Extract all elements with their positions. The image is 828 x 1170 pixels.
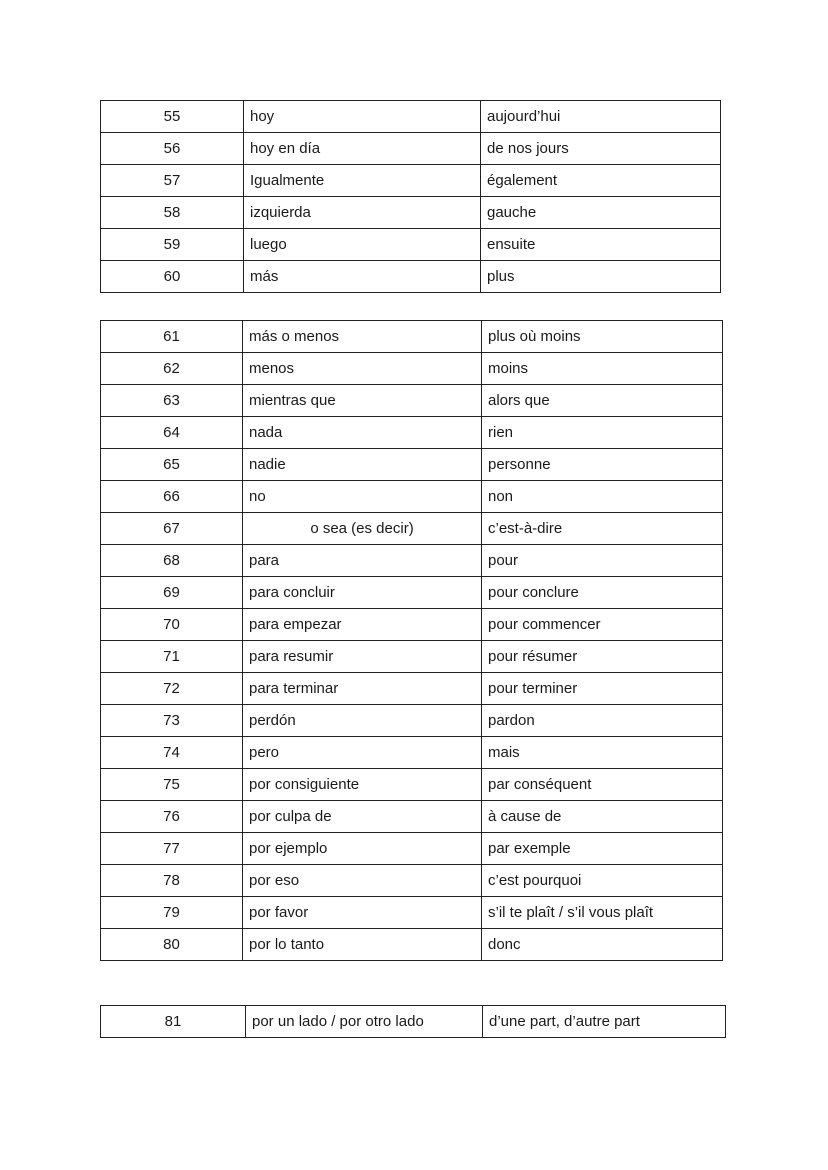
table-row bbox=[101, 481, 723, 513]
row-number: 61 bbox=[101, 321, 243, 353]
row-number: 57 bbox=[101, 165, 244, 197]
row-number: 76 bbox=[101, 801, 243, 833]
french-term: rien bbox=[482, 417, 723, 449]
french-term: c’est pourquoi bbox=[482, 865, 723, 897]
vocab-table-2 bbox=[100, 320, 723, 961]
table-row bbox=[101, 833, 723, 865]
spanish-term: izquierda bbox=[244, 197, 481, 229]
row-number: 81 bbox=[101, 1006, 246, 1038]
spanish-term: pero bbox=[243, 737, 482, 769]
row-number: 58 bbox=[101, 197, 244, 229]
row-number: 66 bbox=[101, 481, 243, 513]
french-term: personne bbox=[482, 449, 723, 481]
row-number: 67 bbox=[101, 513, 243, 545]
table-row bbox=[101, 229, 721, 261]
spanish-term: por eso bbox=[243, 865, 482, 897]
table-row bbox=[101, 673, 723, 705]
spanish-term: hoy bbox=[244, 101, 481, 133]
row-number: 62 bbox=[101, 353, 243, 385]
french-term: non bbox=[482, 481, 723, 513]
french-term: pardon bbox=[482, 705, 723, 737]
row-number: 73 bbox=[101, 705, 243, 737]
spanish-term: luego bbox=[244, 229, 481, 261]
row-number: 56 bbox=[101, 133, 244, 165]
row-number: 79 bbox=[101, 897, 243, 929]
french-term: pour bbox=[482, 545, 723, 577]
row-number: 78 bbox=[101, 865, 243, 897]
spanish-term: hoy en día bbox=[244, 133, 481, 165]
row-number: 63 bbox=[101, 385, 243, 417]
table-row bbox=[101, 641, 723, 673]
table-row bbox=[101, 321, 723, 353]
french-term: pour résumer bbox=[482, 641, 723, 673]
row-number: 77 bbox=[101, 833, 243, 865]
french-term: mais bbox=[482, 737, 723, 769]
table-row bbox=[101, 197, 721, 229]
french-term: également bbox=[481, 165, 721, 197]
french-term: par exemple bbox=[482, 833, 723, 865]
french-term: aujourd’hui bbox=[481, 101, 721, 133]
spanish-term: perdón bbox=[243, 705, 482, 737]
table-row bbox=[101, 165, 721, 197]
spanish-term: o sea (es decir) bbox=[243, 513, 482, 545]
french-term: gauche bbox=[481, 197, 721, 229]
table-row bbox=[101, 801, 723, 833]
spanish-term: para terminar bbox=[243, 673, 482, 705]
french-term: plus bbox=[481, 261, 721, 293]
table-row bbox=[101, 385, 723, 417]
table-row bbox=[101, 865, 723, 897]
table-row bbox=[101, 545, 723, 577]
table-row bbox=[101, 705, 723, 737]
french-term: alors que bbox=[482, 385, 723, 417]
spanish-term: mientras que bbox=[243, 385, 482, 417]
vocab-table-3 bbox=[100, 1005, 726, 1038]
table-row bbox=[101, 609, 723, 641]
french-term: donc bbox=[482, 929, 723, 961]
table-row bbox=[101, 133, 721, 165]
table-row bbox=[101, 897, 723, 929]
row-number: 65 bbox=[101, 449, 243, 481]
row-number: 60 bbox=[101, 261, 244, 293]
table-row bbox=[101, 417, 723, 449]
french-term: à cause de bbox=[482, 801, 723, 833]
row-number: 55 bbox=[101, 101, 244, 133]
spanish-term: para resumir bbox=[243, 641, 482, 673]
spanish-term: por favor bbox=[243, 897, 482, 929]
row-number: 74 bbox=[101, 737, 243, 769]
spanish-term: menos bbox=[243, 353, 482, 385]
row-number: 59 bbox=[101, 229, 244, 261]
french-term: de nos jours bbox=[481, 133, 721, 165]
table-row bbox=[101, 769, 723, 801]
row-number: 69 bbox=[101, 577, 243, 609]
french-term: ensuite bbox=[481, 229, 721, 261]
table-row bbox=[101, 353, 723, 385]
french-term: par conséquent bbox=[482, 769, 723, 801]
row-number: 80 bbox=[101, 929, 243, 961]
row-number: 75 bbox=[101, 769, 243, 801]
table-row bbox=[101, 1006, 726, 1038]
spanish-term: por culpa de bbox=[243, 801, 482, 833]
spanish-term: para bbox=[243, 545, 482, 577]
row-number: 64 bbox=[101, 417, 243, 449]
row-number: 68 bbox=[101, 545, 243, 577]
spanish-term: nada bbox=[243, 417, 482, 449]
row-number: 72 bbox=[101, 673, 243, 705]
spanish-term: para concluir bbox=[243, 577, 482, 609]
french-term: c’est-à-dire bbox=[482, 513, 723, 545]
spanish-term: más o menos bbox=[243, 321, 482, 353]
spanish-term: por consiguiente bbox=[243, 769, 482, 801]
spanish-term: no bbox=[243, 481, 482, 513]
french-term: s’il te plaît / s’il vous plaît bbox=[482, 897, 723, 929]
row-number: 70 bbox=[101, 609, 243, 641]
table-row bbox=[101, 577, 723, 609]
spanish-term: nadie bbox=[243, 449, 482, 481]
spanish-term: por ejemplo bbox=[243, 833, 482, 865]
spanish-term: más bbox=[244, 261, 481, 293]
spanish-term: por un lado / por otro lado bbox=[246, 1006, 483, 1038]
table-row bbox=[101, 261, 721, 293]
spanish-term: para empezar bbox=[243, 609, 482, 641]
table-row bbox=[101, 737, 723, 769]
french-term: plus où moins bbox=[482, 321, 723, 353]
table-row bbox=[101, 101, 721, 133]
spanish-term: Igualmente bbox=[244, 165, 481, 197]
table-row bbox=[101, 449, 723, 481]
row-number: 71 bbox=[101, 641, 243, 673]
table-row bbox=[101, 929, 723, 961]
french-term: pour commencer bbox=[482, 609, 723, 641]
spanish-term: por lo tanto bbox=[243, 929, 482, 961]
french-term: pour conclure bbox=[482, 577, 723, 609]
vocab-table-1 bbox=[100, 100, 721, 293]
french-term: d’une part, d’autre part bbox=[483, 1006, 726, 1038]
french-term: moins bbox=[482, 353, 723, 385]
table-row bbox=[101, 513, 723, 545]
french-term: pour terminer bbox=[482, 673, 723, 705]
